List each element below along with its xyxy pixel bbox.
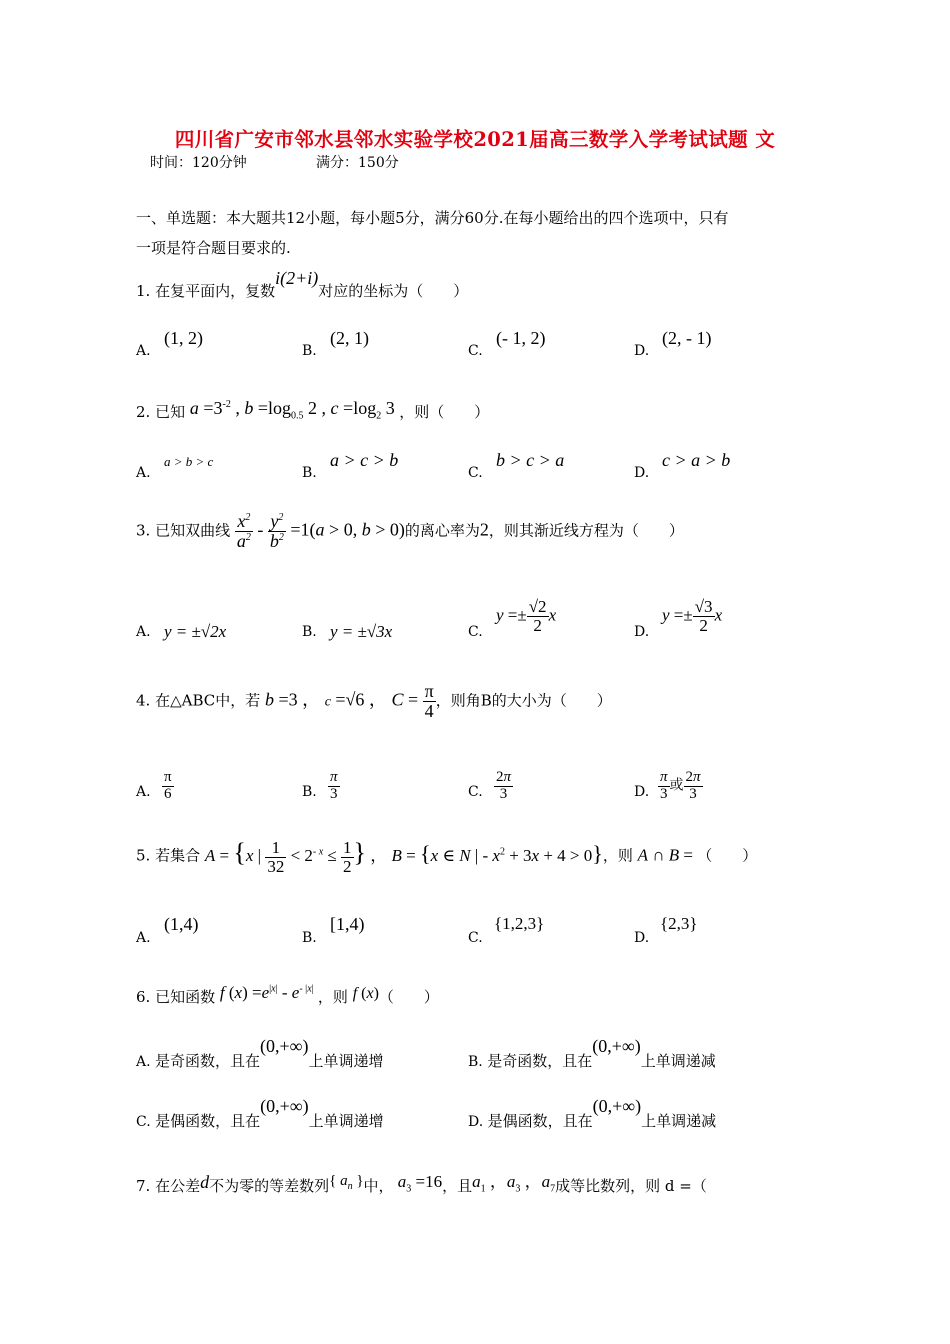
option-2a[interactable] <box>136 465 151 481</box>
question-stem-tail: ，则角B的大小为（ ） <box>435 691 612 710</box>
question-stem-mid: 不为零的等差数列 <box>209 1177 330 1195</box>
option-2d[interactable] <box>634 465 649 481</box>
question-stem-text: 若集合 <box>155 846 201 865</box>
option-1b-math: (2, 1) <box>330 328 369 348</box>
question-stem-math: $a =3^{-2}$ , $b =\log_{0.5}$ 2 , $c =\log_2$ 3 <box>189 398 400 422</box>
option-tail: 上单调递增 <box>308 1112 384 1130</box>
option-2b-math: a > c > b <box>330 450 399 470</box>
option-label: B. <box>302 465 317 481</box>
option-5c-math: {1,2,3} <box>494 914 545 933</box>
option-label: A. <box>136 624 151 640</box>
option-4a-math: $\frac{\pi}{6}$ <box>164 769 172 802</box>
question-stem-text: 已知 <box>155 403 186 421</box>
option-label: D. <box>634 930 650 946</box>
option-5d[interactable] <box>634 930 649 946</box>
question-5: 5. 若集合 A = {x | $\frac{1}{32}$ < $2^{- x}$ ≤ $\frac{1}{2}$ } ， B = {x ∈ N | - $x^2 + 3x + 4 > 0$}，则 A ∩ B = （ ） <box>136 837 758 876</box>
option-text: 是偶函数，且在 <box>155 1112 261 1130</box>
question-stem-text: 已知双曲线 <box>155 521 231 540</box>
option-label: D. <box>634 343 650 359</box>
question-number: 5. <box>136 846 151 865</box>
option-label: C. <box>468 343 483 359</box>
option-3a[interactable] <box>136 624 151 640</box>
question-stem-text: 在复平面内，复数 <box>155 282 276 300</box>
option-1c[interactable] <box>468 343 483 359</box>
option-6d[interactable] <box>468 1096 717 1131</box>
question-stem-text: 已知函数 <box>155 988 216 1006</box>
question-stem-math: A = {x | $\frac{1}{32}$ < $2^{- x}$ ≤ $\frac{1}{2}$ } ， B = {x ∈ N | - $x^2 + 3x + 4 > 0$} <box>204 837 603 876</box>
option-4a[interactable] <box>136 784 151 800</box>
option-label: A. <box>136 343 151 359</box>
question-2 <box>136 398 490 425</box>
question-6: 6. 已知函数 f $(x) =e^{|x|} - e^{- |x|}$ ，则 f (x)（ ） <box>136 983 439 1006</box>
option-label: A. <box>136 1054 151 1070</box>
option-1c-math: (- 1, 2) <box>496 328 546 348</box>
option-label: B. <box>302 624 317 640</box>
option-label: A. <box>136 784 151 800</box>
option-label: C. <box>468 784 483 800</box>
option-4b[interactable] <box>302 784 317 800</box>
option-2c-math: b > c > a <box>496 450 565 470</box>
section-intro-line1: 一、单选题：本大题共12小题，每小题5分，满分60分.在每小题给出的四个选项中，只有 <box>136 209 729 227</box>
question-stem-mid3: ，且 <box>442 1177 473 1195</box>
question-number: 7. <box>136 1177 151 1195</box>
option-6b[interactable] <box>468 1036 716 1071</box>
option-label: C. <box>136 1114 151 1130</box>
option-3c[interactable] <box>468 624 483 640</box>
question-stem-text: 在△ABC中，若 <box>155 691 261 710</box>
option-label: D. <box>468 1114 484 1130</box>
option-5c[interactable] <box>468 930 483 946</box>
option-text: 是偶函数，且在 <box>487 1112 593 1130</box>
section-intro-line2: 一项是符合题目要求的. <box>136 239 291 257</box>
sequence-notation: { $a_n$ } <box>329 1173 364 1192</box>
option-6a[interactable] <box>136 1036 384 1071</box>
question-number: 6. <box>136 988 151 1006</box>
option-text: 是奇函数，且在 <box>487 1052 593 1070</box>
question-stem-text: 在公差 <box>155 1177 201 1195</box>
option-text: 是奇函数，且在 <box>155 1052 261 1070</box>
question-number: 4. <box>136 691 151 710</box>
option-1d-math: (2, - 1) <box>662 328 712 348</box>
option-2a-math: a > b > c <box>164 454 214 469</box>
option-label: C. <box>468 930 483 946</box>
option-4d-math: $\frac{\pi}{3}$ 或 $\frac{2\pi}{3}$ <box>660 769 701 802</box>
option-label: D. <box>634 465 650 481</box>
exam-time: 时间：120分钟 <box>150 155 247 171</box>
option-5b-math: [1,4) <box>330 914 365 934</box>
terms-list: $a_1$ ，$a_3$ ，$a_7$ <box>472 1172 556 1195</box>
option-label: A. <box>136 465 151 481</box>
option-6c[interactable] <box>136 1096 384 1131</box>
option-math: (0,+∞) <box>592 1096 642 1116</box>
option-3c-math: y =± $\frac{√2}{2}$ x <box>496 597 557 635</box>
option-math: (0,+∞) <box>592 1036 641 1056</box>
question-stem-math: $\frac{x^2}{a^2}$ - $\frac{y^2}{b^2}$ =1(a > 0, b > 0) <box>236 511 405 551</box>
question-7 <box>136 1171 707 1198</box>
option-3a-math: y = ±√2x <box>164 622 227 641</box>
option-5d-math: {2,3} <box>660 914 698 933</box>
option-label: D. <box>634 784 650 800</box>
question-stem-tail: 成等比数列，则 d =（ <box>555 1177 707 1195</box>
option-label: A. <box>136 930 151 946</box>
option-conjunction: 或 <box>669 777 684 794</box>
option-1d[interactable] <box>634 343 649 359</box>
option-2b[interactable] <box>302 465 317 481</box>
option-3b[interactable] <box>302 624 317 640</box>
exam-score: 满分：150分 <box>316 155 399 171</box>
question-number: 3. <box>136 521 151 540</box>
question-number: 1. <box>136 282 151 300</box>
option-label: B. <box>468 1054 483 1070</box>
question-3 <box>136 512 684 551</box>
question-1 <box>136 268 469 301</box>
question-stem-math: b =3 ， c =√6 ， C = $\frac{\pi}{4}$ <box>265 681 434 721</box>
option-math: (0,+∞) <box>260 1096 309 1116</box>
question-stem-tail: ，则其渐近线方程为（ ） <box>488 521 684 540</box>
option-4c-math: $\frac{2\pi}{3}$ <box>496 769 512 802</box>
option-tail: 上单调递减 <box>640 1052 716 1070</box>
question-stem-tail: ，则（ ） <box>399 403 490 421</box>
option-2c[interactable] <box>468 465 483 481</box>
option-1a[interactable] <box>136 343 151 359</box>
question-stem-tail: 对应的坐标为（ ） <box>318 282 469 300</box>
eccentricity-value: 2 <box>479 519 489 540</box>
question-stem-math: d <box>200 1172 210 1192</box>
option-3b-math: y = ±√3x <box>330 622 393 641</box>
option-tail: 上单调递增 <box>308 1052 384 1070</box>
option-4c[interactable] <box>468 784 483 800</box>
option-label: B. <box>302 930 317 946</box>
option-4b-math: $\frac{\pi}{3}$ <box>330 769 338 802</box>
option-label: C. <box>468 624 483 640</box>
option-label: B. <box>302 784 317 800</box>
option-1a-math: (1, 2) <box>164 328 203 348</box>
option-tail: 上单调递减 <box>641 1112 717 1130</box>
option-3d[interactable] <box>634 624 649 640</box>
a3-value: $a_3 =16$ <box>397 1172 443 1195</box>
option-label: B. <box>302 343 317 359</box>
option-5a-math: (1,4) <box>164 914 199 934</box>
question-4 <box>136 682 612 721</box>
question-stem-mid2: 中， <box>363 1177 394 1195</box>
page-title: 四川省广安市邻水县邻水实验学校2021届高三数学入学考试试题 文 <box>174 128 776 151</box>
option-5b[interactable] <box>302 930 317 946</box>
option-5a[interactable] <box>136 930 151 946</box>
option-2d-math: c > a > b <box>662 450 731 470</box>
question-stem-math: f $(x) =e^{|x|} - e^{- |x|}$ <box>219 983 314 1002</box>
option-label: C. <box>468 465 483 481</box>
question-number: 2. <box>136 403 151 421</box>
question-stem-math: i(2+i) <box>275 268 319 288</box>
option-label: D. <box>634 624 650 640</box>
option-math: (0,+∞) <box>260 1036 309 1056</box>
question-stem-mid: 的离心率为 <box>404 521 480 540</box>
option-1b[interactable] <box>302 343 317 359</box>
option-3d-math: y =± $\frac{√3}{2}$ x <box>662 597 723 635</box>
option-4d[interactable] <box>634 784 649 800</box>
